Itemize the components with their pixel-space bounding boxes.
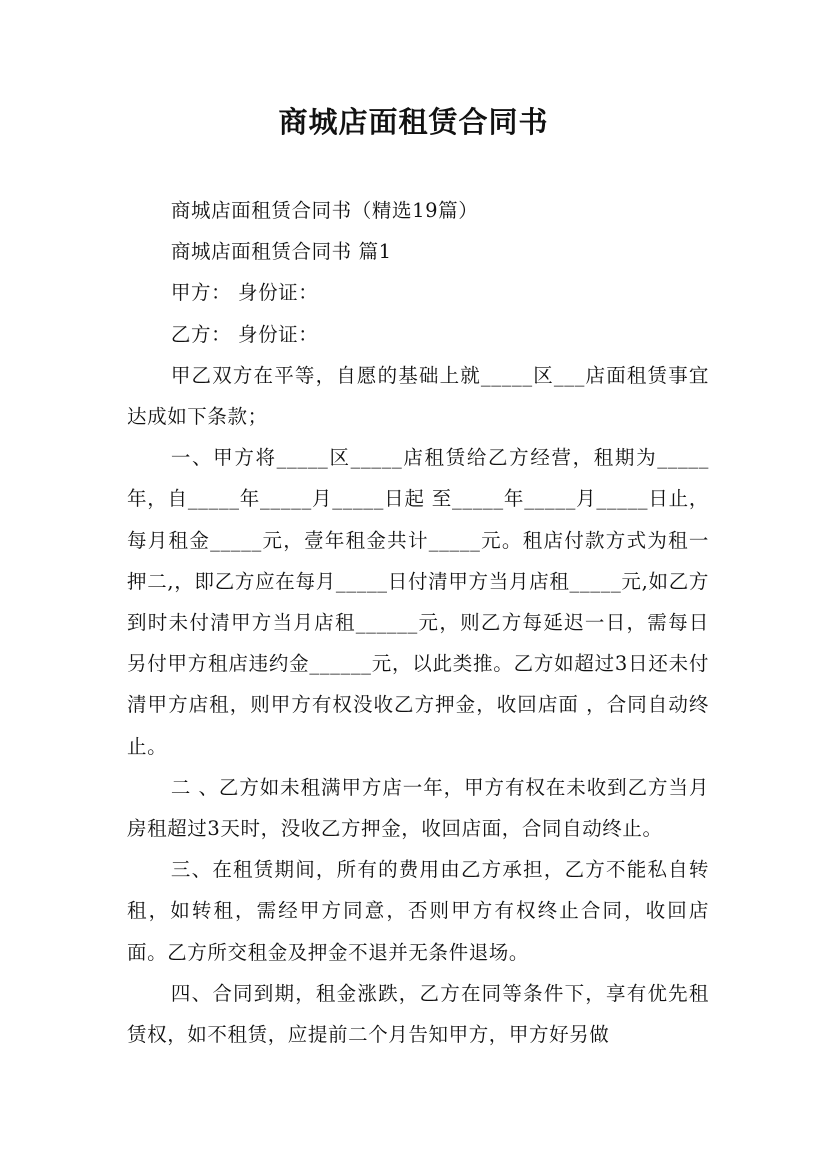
document-title: 商城店面租赁合同书 <box>278 105 549 139</box>
section-heading: 商城店面租赁合同书 篇1 <box>170 240 392 264</box>
clause-4: 四、合同到期，租金涨跌，乙方在同等条件下，享有优先租赁权，如不租赁，应提前二个月告知甲方，甲方好另做 <box>127 981 709 1047</box>
clause-3: 三、在租赁期间，所有的费用由乙方承担，乙方不能私自转租，如转租，需经甲方同意，否则甲方有权终止合同，收回店面。乙方所交租金及押金不退并无条件退场。 <box>127 858 709 964</box>
clause-1: 一、甲方将_____区_____店租赁给乙方经营，租期为_____年，自_____年_____月_____日起 至_____年_____月_____日止，每月租金_____元，壹年租金共计_____元。租店付款方式为租一押二,，即乙方应在每月_____日付清甲方当月店租_____元,如乙方到时未付清甲方当月店租______元，则乙方每延迟一日，需每日另付甲方租店违约金______元，以此类推。乙方如超过3日还未付清甲方店租，则甲方有权没收乙方押金，收回店面 ，合同自动终止。 <box>127 446 709 758</box>
subtitle-line: 商城店面租赁合同书（精选19篇） <box>170 199 479 222</box>
party-b-line: 乙方： 身份证： <box>170 322 319 346</box>
clause-2: 二 、乙方如未租满甲方店一年，甲方有权在未收到乙方当月房租超过3天时，没收乙方押金，收回店面，合同自动终止。 <box>127 775 709 841</box>
party-a-line: 甲方： 身份证： <box>170 281 319 305</box>
document-body <box>127 190 709 1055</box>
intro-paragraph: 甲乙双方在平等，自愿的基础上就_____区___店面租赁事宜达成如下条款； <box>127 363 709 429</box>
